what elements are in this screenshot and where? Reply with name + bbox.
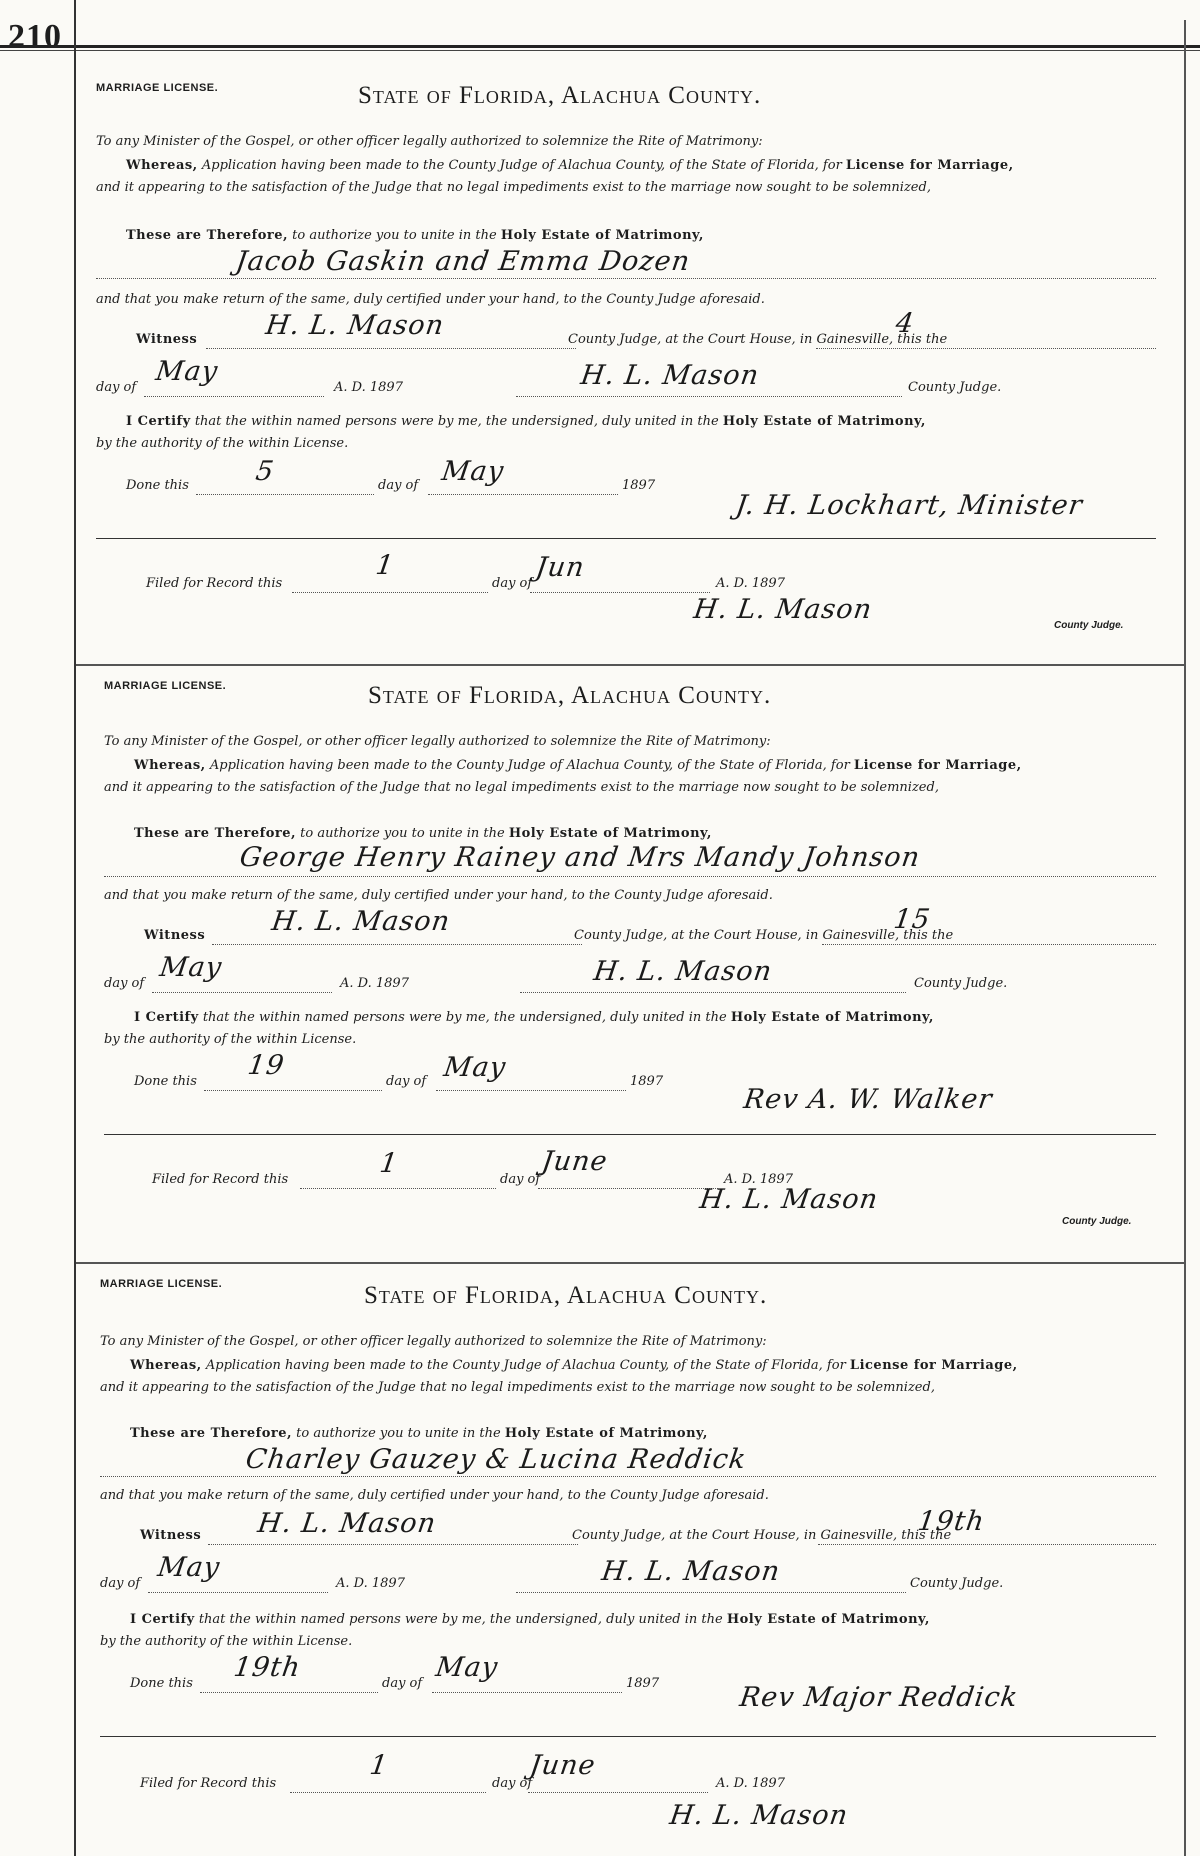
judge-line: [520, 992, 906, 993]
filed-separator: [96, 538, 1156, 539]
filed-day: 1: [373, 550, 397, 581]
whereas-text: Application having been made to the County Judge of Alachua County, of the State of Florida, for: [201, 158, 842, 173]
certify-continuation: by the authority of the within License.: [100, 1634, 353, 1649]
officiant-signature: Rev A. W. Walker: [741, 1084, 995, 1115]
issue-day: 4: [893, 308, 917, 339]
address-line: To any Minister of the Gospel, or other officer legally authorized to solemnize the Rite of Matrimony:: [96, 134, 763, 149]
certify-line: [130, 1612, 930, 1627]
holy-estate: Holy Estate of Matrimony,: [504, 1426, 708, 1441]
issue-month-line: [152, 992, 332, 993]
filed-day-of: day of: [500, 1172, 541, 1187]
filed-day-line: [292, 592, 488, 593]
certify-continuation: by the authority of the within License.: [96, 436, 349, 451]
court-text: County Judge, at the Court House, in Gainesville, this the: [572, 1528, 952, 1543]
whereas-continuation: and it appearing to the satisfaction of the Judge that no legal impediments exist to the marriage now sought to be solemnized,: [100, 1380, 935, 1395]
done-day-of: day of: [378, 478, 419, 493]
filed-day-of: day of: [492, 1776, 533, 1791]
filed-month: June: [539, 1146, 610, 1177]
filed-year: A. D. 1897: [724, 1172, 793, 1187]
county-judge-small: County Judge.: [1054, 620, 1124, 631]
done-day-line: [204, 1090, 382, 1091]
certify-word: I Certify: [130, 1612, 195, 1627]
ad-year: A. D. 1897: [340, 976, 409, 991]
these-are-therefore: These are Therefore,: [126, 228, 289, 243]
license-for-marriage: License for Marriage,: [845, 158, 1014, 173]
done-day: 19th: [231, 1652, 303, 1683]
done-month-line: [432, 1692, 622, 1693]
filed-day-line: [300, 1188, 496, 1189]
done-day-line: [200, 1692, 378, 1693]
license-kind-label: MARRIAGE LICENSE.: [104, 680, 227, 692]
certify-text: that the within named persons were by me, the undersigned, duly united in the: [194, 414, 719, 429]
certify-word: I Certify: [134, 1010, 199, 1025]
officiant-signature: J. H. Lockhart, Minister: [733, 490, 1085, 521]
couple-names: Jacob Gaskin and Emma Dozen: [233, 246, 693, 277]
certify-text: that the within named persons were by me, the undersigned, duly united in the: [202, 1010, 727, 1025]
record-divider-2: [76, 1262, 1184, 1264]
margin-rule: [74, 0, 76, 1856]
witness-line: [208, 1544, 578, 1545]
county-judge-small: County Judge.: [1062, 1216, 1132, 1227]
issue-day-line: [818, 1544, 1156, 1545]
done-month: May: [441, 1052, 509, 1083]
authorize-text: to authorize you to unite in the: [296, 1426, 501, 1441]
record-divider-1: [76, 664, 1184, 666]
issue-month: May: [153, 356, 221, 387]
names-line: [104, 876, 1156, 877]
top-rule: [0, 45, 1200, 48]
filed-month: June: [527, 1750, 598, 1781]
whereas-word: Whereas,: [126, 158, 198, 173]
witness-word: Witness: [144, 928, 206, 943]
whereas-continuation: [96, 182, 1156, 196]
witness-word: Witness: [136, 332, 198, 347]
witness-word: Witness: [140, 1528, 202, 1543]
done-year: 1897: [630, 1074, 664, 1089]
authorize-text: to authorize you to unite in the: [300, 826, 505, 841]
witness-signature: H. L. Mason: [263, 310, 447, 341]
filed-label: Filed for Record this: [152, 1172, 289, 1187]
done-month: May: [433, 1652, 501, 1683]
address-line: To any Minister of the Gospel, or other officer legally authorized to solemnize the Rite of Matrimony:: [100, 1334, 767, 1349]
holy-estate-certify: Holy Estate of Matrimony,: [730, 1010, 934, 1025]
license-kind-label: MARRIAGE LICENSE.: [100, 1278, 223, 1290]
whereas-word: Whereas,: [130, 1358, 202, 1373]
done-year: 1897: [622, 478, 656, 493]
whereas-word: Whereas,: [134, 758, 206, 773]
issue-day-line: [822, 944, 1156, 945]
holy-estate: Holy Estate of Matrimony,: [500, 228, 704, 243]
issue-day: 19th: [915, 1506, 987, 1537]
judge-signature: H. L. Mason: [591, 956, 775, 987]
day-of-label: day of: [104, 976, 145, 991]
judge-line: [516, 1592, 906, 1593]
court-text: County Judge, at the Court House, in Gainesville, this the: [568, 332, 948, 347]
witness-signature: H. L. Mason: [255, 1508, 439, 1539]
issue-month: May: [155, 1552, 223, 1583]
these-are-therefore: These are Therefore,: [134, 826, 297, 841]
license-title: State of Florida, Alachua County.: [368, 682, 772, 709]
whereas-text-b: and it appearing to the satisfaction of the Judge that no legal impediments exist to the marriage now sought to be solemnized,: [96, 180, 931, 195]
day-of-label: day of: [96, 380, 137, 395]
filed-year: A. D. 1897: [716, 576, 785, 591]
whereas-text: Application having been made to the County Judge of Alachua County, of the State of Florida, for: [209, 758, 850, 773]
filed-day: 1: [367, 1750, 391, 1781]
done-this-label: Done this: [126, 478, 189, 493]
county-judge-label: County Judge.: [910, 1576, 1004, 1591]
court-text: County Judge, at the Court House, in Gainesville, this the: [574, 928, 954, 943]
filed-year: A. D. 1897: [716, 1776, 785, 1791]
done-this-label: Done this: [130, 1676, 193, 1691]
judge-signature: H. L. Mason: [599, 1556, 783, 1587]
license-kind-label: MARRIAGE LICENSE.: [96, 82, 219, 94]
filed-month: Jun: [533, 552, 587, 583]
certify-word: I Certify: [126, 414, 191, 429]
issue-month-line: [144, 396, 324, 397]
couple-names: George Henry Rainey and Mrs Mandy Johnson: [237, 842, 923, 873]
filed-month-line: [538, 1188, 718, 1189]
witness-signature: H. L. Mason: [269, 906, 453, 937]
filed-label: Filed for Record this: [140, 1776, 277, 1791]
license-record-1: [96, 70, 1156, 640]
whereas-line: [134, 758, 1022, 773]
done-month-line: [436, 1090, 626, 1091]
filed-day-line: [290, 1792, 486, 1793]
whereas-text: Application having been made to the County Judge of Alachua County, of the State of Florida, for: [205, 1358, 846, 1373]
address-line: To any Minister of the Gospel, or other officer legally authorized to solemnize the Rite of Matrimony:: [104, 734, 771, 749]
filed-day: 1: [377, 1148, 401, 1179]
issue-day-line: [816, 348, 1156, 349]
certify-line: [126, 414, 926, 429]
filed-month-line: [528, 1792, 708, 1793]
holy-estate-certify: Holy Estate of Matrimony,: [722, 414, 926, 429]
filed-day-of: day of: [492, 576, 533, 591]
return-text: and that you make return of the same, duly certified under your hand, to the County Judge aforesaid.: [104, 888, 773, 903]
certify-continuation: by the authority of the within License.: [104, 1032, 357, 1047]
license-for-marriage: License for Marriage,: [853, 758, 1022, 773]
return-text: and that you make return of the same, duly certified under your hand, to the County Judge aforesaid.: [100, 1488, 769, 1503]
names-line: [100, 1476, 1156, 1477]
done-month-line: [428, 494, 618, 495]
issue-month: May: [157, 952, 225, 983]
therefore-line: [126, 228, 704, 243]
done-day-of: day of: [382, 1676, 423, 1691]
day-of-label: day of: [100, 1576, 141, 1591]
holy-estate: Holy Estate of Matrimony,: [508, 826, 712, 841]
whereas-line: [126, 158, 1014, 173]
filed-signature: H. L. Mason: [691, 594, 875, 625]
therefore-line: [134, 826, 712, 841]
ad-year: A. D. 1897: [336, 1576, 405, 1591]
these-are-therefore: These are Therefore,: [130, 1426, 293, 1441]
license-title: State of Florida, Alachua County.: [364, 1282, 768, 1309]
issue-month-line: [148, 1592, 328, 1593]
couple-names: Charley Gauzey & Lucina Reddick: [243, 1444, 749, 1475]
filed-label: Filed for Record this: [146, 576, 283, 591]
filed-separator: [100, 1736, 1156, 1737]
return-text: and that you make return of the same, duly certified under your hand, to the County Judge aforesaid.: [96, 292, 765, 307]
names-line: [96, 278, 1156, 279]
issue-day: 15: [891, 904, 933, 935]
filed-signature: H. L. Mason: [697, 1184, 881, 1215]
authorize-text: to authorize you to unite in the: [292, 228, 497, 243]
whereas-line: [130, 1358, 1018, 1373]
license-for-marriage: License for Marriage,: [849, 1358, 1018, 1373]
right-rule: [1184, 20, 1186, 1856]
witness-line: [212, 944, 582, 945]
holy-estate-certify: Holy Estate of Matrimony,: [726, 1612, 930, 1627]
license-title: State of Florida, Alachua County.: [358, 82, 762, 109]
whereas-continuation: and it appearing to the satisfaction of the Judge that no legal impediments exist to the marriage now sought to be solemnized,: [104, 780, 939, 795]
filed-separator: [104, 1134, 1156, 1135]
page-number: 210: [8, 18, 62, 55]
judge-line: [516, 396, 902, 397]
done-this-label: Done this: [134, 1074, 197, 1089]
done-day-of: day of: [386, 1074, 427, 1089]
done-day: 19: [245, 1050, 287, 1081]
filed-signature: H. L. Mason: [667, 1800, 851, 1831]
done-day-line: [196, 494, 374, 495]
license-record-3: [96, 1270, 1156, 1850]
done-month: May: [439, 456, 507, 487]
done-day: 5: [253, 456, 277, 487]
officiant-signature: Rev Major Reddick: [737, 1682, 1021, 1713]
license-record-2: [96, 672, 1156, 1242]
certify-text: that the within named persons were by me, the undersigned, duly united in the: [198, 1612, 723, 1627]
county-judge-label: County Judge.: [908, 380, 1002, 395]
ad-year: A. D. 1897: [334, 380, 403, 395]
done-year: 1897: [626, 1676, 660, 1691]
judge-signature: H. L. Mason: [578, 360, 762, 391]
filed-month-line: [530, 592, 710, 593]
witness-line: [206, 348, 576, 349]
top-rule-secondary: [0, 50, 1200, 51]
county-judge-label: County Judge.: [914, 976, 1008, 991]
certify-line: [134, 1010, 934, 1025]
therefore-line: [130, 1426, 708, 1441]
